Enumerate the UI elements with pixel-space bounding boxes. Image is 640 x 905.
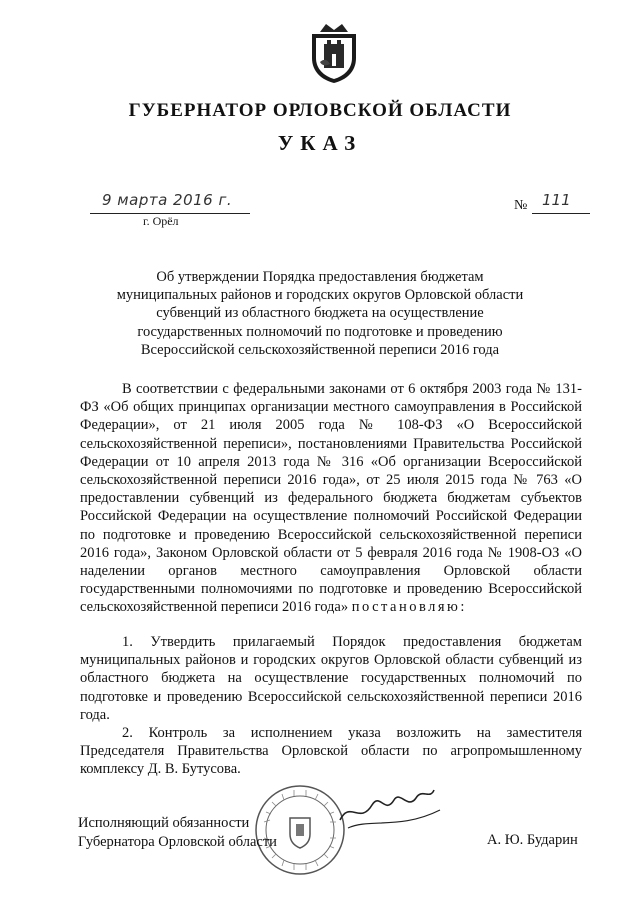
coat-of-arms-icon (306, 22, 362, 84)
authority-title: ГУБЕРНАТОР ОРЛОВСКОЙ ОБЛАСТИ (128, 100, 512, 121)
preamble-paragraph (80, 380, 582, 617)
document-type-title: УКАЗ (277, 131, 363, 155)
city-label: г. Орёл (143, 214, 179, 228)
document-subject: Об утверждении Порядка предоставления бюджетам муниципальных районов и городских округов Орловской области субвенций из областного бюджета на осуществление государственных полномочий по подготовке и проведению Всероссийской сельскохозяйственной переписи 2016 года (116, 269, 524, 358)
item-1-paragraph: 1. Утвердить прилагаемый Порядок предоставления бюджетам муниципальных районов и городских округов Орловской области субвенций из областного бюджета на осуществление государственных полномочий по подготовке и проведению Всероссийской сельскохозяйственной переписи 2016 года. (80, 634, 582, 723)
date-field (90, 191, 250, 214)
item-2-paragraph: 2. Контроль за исполнением указа возложить на заместителя Председателя Правительства Орловской области по агропромышленному комплексу Д. В. Бутусова. (80, 725, 582, 778)
handwritten-number: 111 (542, 191, 571, 209)
signatory-position (78, 814, 277, 852)
position-line-1: Исполняющий обязанности (78, 815, 250, 831)
decree-word: постановляю: (351, 599, 467, 616)
signatory-name: А. Ю. Бударин (487, 832, 578, 848)
handwritten-date: 9 марта 2016 г. (102, 191, 233, 209)
handwritten-signature-icon (330, 770, 450, 840)
position-line-2: Губернатора Орловской области (78, 834, 277, 850)
number-field (532, 191, 590, 214)
number-label: № (514, 198, 528, 213)
preamble-text: В соответствии с федеральными законами от 6 октября 2003 года № 131-ФЗ «Об общих принципах организации местного самоуправления в Российской Федерации», от 21 июля 2005 года № 108-ФЗ «О Всероссийской сельскохозяйственной переписи», постановлениями Правительства Российской Федерации от 10 апреля 2013 года № 316 «Об организации Всероссийской сельскохозяйственной переписи 2016 года», от 25 июля 2015 года № 763 «О предоставлении субвенций из федерального бюджета бюджетам субъектов Российской Федерации на осуществление полномочий Российской Федерации по подготовке и проведению Всероссийской сельскохозяйственной переписи 2016 года», Законом Орловской области от 5 февраля 2016 года № 1908-ОЗ «О наделении органов местного самоуправления Орловской области государственными полномочиями по подготовке и проведению Всероссийской сельскохозяйственной переписи 2016 года» (80, 381, 582, 616)
